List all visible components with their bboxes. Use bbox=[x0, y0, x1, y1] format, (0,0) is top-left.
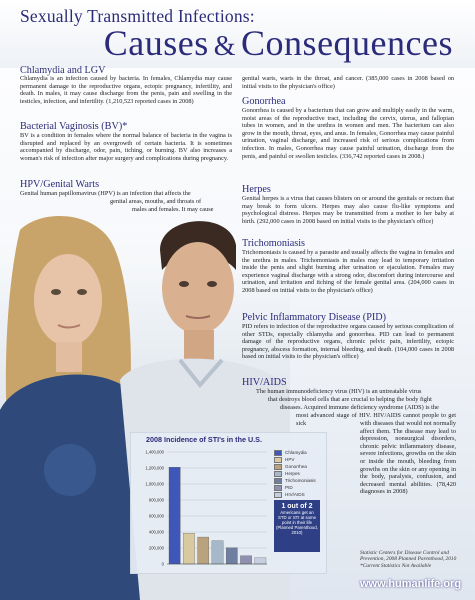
stat-callout bbox=[274, 500, 320, 552]
header bbox=[0, 0, 475, 68]
legend-label: Chlamydia bbox=[285, 450, 307, 455]
chart-bar-pid bbox=[240, 556, 251, 564]
chart-ytick-label: 800,000 bbox=[148, 497, 164, 503]
hiv-text-a: The human immunodeficiency virus (HIV) is an untreatable virus bbox=[256, 388, 422, 395]
hiv-heading: HIV/AIDS bbox=[242, 377, 287, 388]
legend-swatch bbox=[274, 450, 282, 456]
hiv-text-b: that destroys blood cells that are crucial to helping the body fight bbox=[268, 396, 432, 403]
legend-swatch bbox=[274, 457, 282, 463]
source-note: Statistic Centers for Disease Control and Prevention, 2008 Planned Parenthood, 2010 *Current Statistics Not Available bbox=[360, 550, 457, 569]
legend-swatch bbox=[274, 464, 282, 470]
callout-text: Americans get an STD or STI at some point in their life bbox=[278, 510, 316, 525]
legend-swatch bbox=[274, 485, 282, 491]
hpv-text-b: genital areas, mouths, and throats of bbox=[110, 198, 202, 205]
pid-heading: Pelvic Inflammatory Disease (PID) bbox=[242, 312, 386, 323]
chart-ytick-label: 200,000 bbox=[148, 545, 164, 551]
legend-item bbox=[274, 484, 322, 491]
title-causes: Causes bbox=[103, 23, 209, 63]
hpv-heading: HPV/Genital Warts bbox=[20, 179, 100, 190]
chart-ytick-label: 1,400,000 bbox=[145, 449, 164, 455]
legend-item bbox=[274, 463, 322, 470]
title-line-1: Sexually Transmitted Infections: bbox=[20, 6, 255, 26]
legend-item bbox=[274, 477, 322, 484]
chart-ytick-label: 600,000 bbox=[148, 513, 164, 519]
title-line-2 bbox=[104, 22, 453, 64]
website-url[interactable]: www.humanlife.org bbox=[360, 578, 462, 590]
bv-heading: Bacterial Vaginosis (BV)* bbox=[20, 121, 128, 132]
legend-label: Herpes bbox=[285, 471, 300, 476]
herpes-heading: Herpes bbox=[242, 184, 271, 195]
trichomoniasis-text: Trichomoniasis is caused by a parasite and usually affects the vagina in females and the urethra in males. Trichomoniasis in males may lead to temporary irritation inside the penis and slight burning after urination or ejaculation. Females may experience vaginal discharge with a strong odor, discomfort during intercourse and urination, and irritation and itching of the female genital area. (204,000 cases in 2008 based on initial visits to the physician's office) bbox=[242, 249, 454, 294]
callout-stat: 1 out of 2 bbox=[281, 503, 313, 510]
gonorrhea-heading: Gonorrhea bbox=[242, 96, 286, 107]
chart-ytick-label: 1,200,000 bbox=[145, 465, 164, 471]
chlamydia-text: Chlamydia is an infection caused by bacteria. In females, Chlamydia may cause permanent damage to the reproductive organs, ectopic pregnancy, infertility, and death. In males, it may cause discharge from the penis, pain and swelling in the testicles, infection, and infertility. (1,210,523 reported cases in 2008) bbox=[20, 75, 232, 105]
legend-item bbox=[274, 449, 322, 456]
title-consequences: Consequences bbox=[241, 23, 453, 63]
legend-item bbox=[274, 470, 322, 477]
hiv-text-e: with diseases that would not normally affect them. The disease may lead to depression, nonsurgical disorders, chronic pelvic inflammatory disease, severe infections, growths on the skin or inside the mouth, bleeding from growths on the skin or any opening in the body, paralysis, confusion, and decreased mental abilities. (78,420 diagnoses in 2008) bbox=[360, 420, 456, 496]
title-ampersand: & bbox=[213, 31, 237, 62]
chart-bar-herpes bbox=[212, 541, 223, 564]
sti-incidence-chart bbox=[130, 432, 327, 574]
hpv-text-continued: genital warts, warts in the throat, and cancer. (385,000 cases in 2008 based on initial visits to the physician's office) bbox=[242, 75, 454, 90]
trichomoniasis-heading: Trichomoniasis bbox=[242, 238, 306, 249]
legend-label: HIV/AIDS bbox=[285, 492, 305, 497]
legend-label: PID bbox=[285, 485, 293, 490]
chart-title: 2008 Incidence of STI's in the U.S. bbox=[146, 435, 262, 444]
hpv-text-a: Genital human papillomavirus (HPV) is an infection that affects the bbox=[20, 190, 191, 197]
callout-source: (Planned Parenthood, 2010) bbox=[276, 525, 318, 535]
legend-item bbox=[274, 456, 322, 463]
hpv-text-c: males and females. It may cause bbox=[132, 206, 214, 213]
chart-ytick-label: 400,000 bbox=[148, 529, 164, 535]
legend-label: Gonorrhea bbox=[285, 464, 307, 469]
legend-label: HPV bbox=[285, 457, 295, 462]
chart-bar-gonorrhea bbox=[198, 537, 209, 564]
legend-label: Trichomoniasis bbox=[285, 478, 316, 483]
legend-swatch bbox=[274, 471, 282, 477]
chart-bar-hpv bbox=[183, 533, 194, 564]
bv-text: BV is a condition in females where the normal balance of bacteria in the vagina is disrupted and replaced by an overgrowth of certain bacteria. It is sometimes accompanied by discharge, odor, pain, itching, or burning. BV also increases a woman's risk of infection after major surgery and complications during pregnancy. bbox=[20, 132, 232, 162]
chart-ytick-label: 0 bbox=[161, 561, 164, 567]
chart-bar-hiv-aids bbox=[255, 558, 266, 564]
chart-bar-chlamydia bbox=[169, 467, 180, 564]
gonorrhea-text: Gonorrhea is caused by a bacterium that can grow and multiply easily in the warm, moist areas of the reproductive tract, including the cervix, uterus, and fallopian tubes in women, and in the urethra in women and men. The bacterium can also grow in the mouth, throat, eyes, and anus. In females, Gonorrhea may cause painful urination, vaginal discharge, and increased risk of serious complications from infection. In males, Gonorrhea may cause painful urination, discharge from the penis, and painful or swollen testicles. (336,742 reported cases in 2008.) bbox=[242, 107, 454, 160]
herpes-text: Genital herpes is a virus that causes blisters on or around the genitals or rectum that may break to form ulcers. Herpes may also cause flu-like symptoms and psychological distress. Herpes may be transmitted from a mother to her baby at birth. (292,000 cases in 2008 based on initial visits to the physician's office) bbox=[242, 195, 454, 225]
chart-ytick-label: 1,000,000 bbox=[145, 481, 164, 487]
chart-plot bbox=[131, 446, 271, 571]
chart-legend bbox=[274, 449, 322, 498]
chart-bar-trichomoniasis bbox=[226, 548, 237, 564]
pid-text: PID refers to infection of the reproductive organs caused by serious complication of other STDs, especially chlamydia and gonorrhea. PID can lead to permanent damage of the reproductive organs, chronic pelvic pain, infertility, ectopic pregnancy, abscess formation, internal bleeding, and death. (104,000 cases in 2008 based on initial visits to the physician's office) bbox=[242, 323, 454, 361]
legend-swatch bbox=[274, 492, 282, 498]
chlamydia-heading: Chlamydia and LGV bbox=[20, 65, 106, 76]
hiv-text-d: most advanced stage of HIV. HIV/AIDS cannot people to get sick bbox=[296, 412, 456, 427]
hiv-text-c: diseases. Acquired immune deficiency syndrome (AIDS) is the bbox=[280, 404, 439, 411]
legend-swatch bbox=[274, 478, 282, 484]
legend-item bbox=[274, 491, 322, 498]
